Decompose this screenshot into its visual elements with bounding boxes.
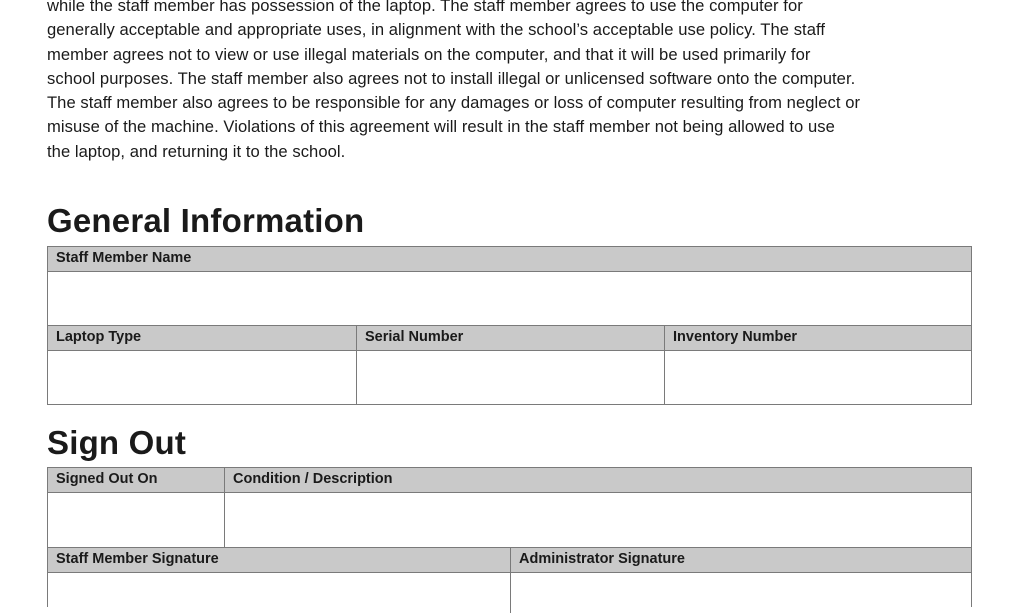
value-row bbox=[48, 351, 971, 404]
agreement-line: member agrees not to view or use illegal materials on the computer, and that it will be used primarily for bbox=[47, 44, 811, 64]
sign-out-heading: Sign Out bbox=[47, 424, 187, 461]
staff-member-signature-label: Staff Member Signature bbox=[48, 548, 511, 572]
agreement-line: while the staff member has possession of the laptop. The staff member agrees to use the computer for bbox=[47, 0, 803, 15]
administrator-signature-field[interactable] bbox=[511, 573, 971, 613]
staff-member-name-field[interactable] bbox=[48, 272, 971, 325]
laptop-type-label: Laptop Type bbox=[48, 326, 357, 350]
label-row bbox=[48, 326, 971, 351]
general-information-table bbox=[47, 246, 972, 405]
agreement-line: the laptop, and returning it to the school. bbox=[47, 141, 346, 161]
laptop-type-field[interactable] bbox=[48, 351, 357, 404]
sign-out-table bbox=[47, 467, 972, 607]
value-row bbox=[48, 493, 971, 548]
serial-number-field[interactable] bbox=[357, 351, 665, 404]
staff-member-signature-field[interactable] bbox=[48, 573, 511, 613]
serial-number-label: Serial Number bbox=[357, 326, 665, 350]
label-row bbox=[48, 247, 971, 272]
agreement-line: misuse of the machine. Violations of this agreement will result in the staff member not being allowed to use bbox=[47, 117, 835, 137]
condition-description-field[interactable] bbox=[225, 493, 971, 547]
value-row bbox=[48, 573, 971, 613]
label-row bbox=[48, 548, 971, 573]
inventory-number-field[interactable] bbox=[665, 351, 971, 404]
staff-member-name-label: Staff Member Name bbox=[56, 250, 192, 266]
condition-description-label: Condition / Description bbox=[233, 471, 393, 487]
agreement-line: school purposes. The staff member also agrees not to install illegal or unlicensed software onto the computer. bbox=[47, 68, 856, 88]
general-information-heading: General Information bbox=[47, 202, 365, 239]
administrator-signature-label: Administrator Signature bbox=[519, 551, 685, 567]
agreement-line: generally acceptable and appropriate uses, in alignment with the school’s acceptable use policy. The staff bbox=[47, 20, 826, 40]
inventory-number-label: Inventory Number bbox=[673, 329, 798, 345]
value-row bbox=[48, 272, 971, 326]
agreement-text bbox=[47, 0, 977, 164]
signed-out-on-label: Signed Out On bbox=[48, 468, 225, 492]
signed-out-on-field[interactable] bbox=[48, 493, 225, 547]
agreement-line: The staff member also agrees to be responsible for any damages or loss of computer resulting from neglect or bbox=[47, 93, 861, 113]
label-row bbox=[48, 468, 971, 493]
